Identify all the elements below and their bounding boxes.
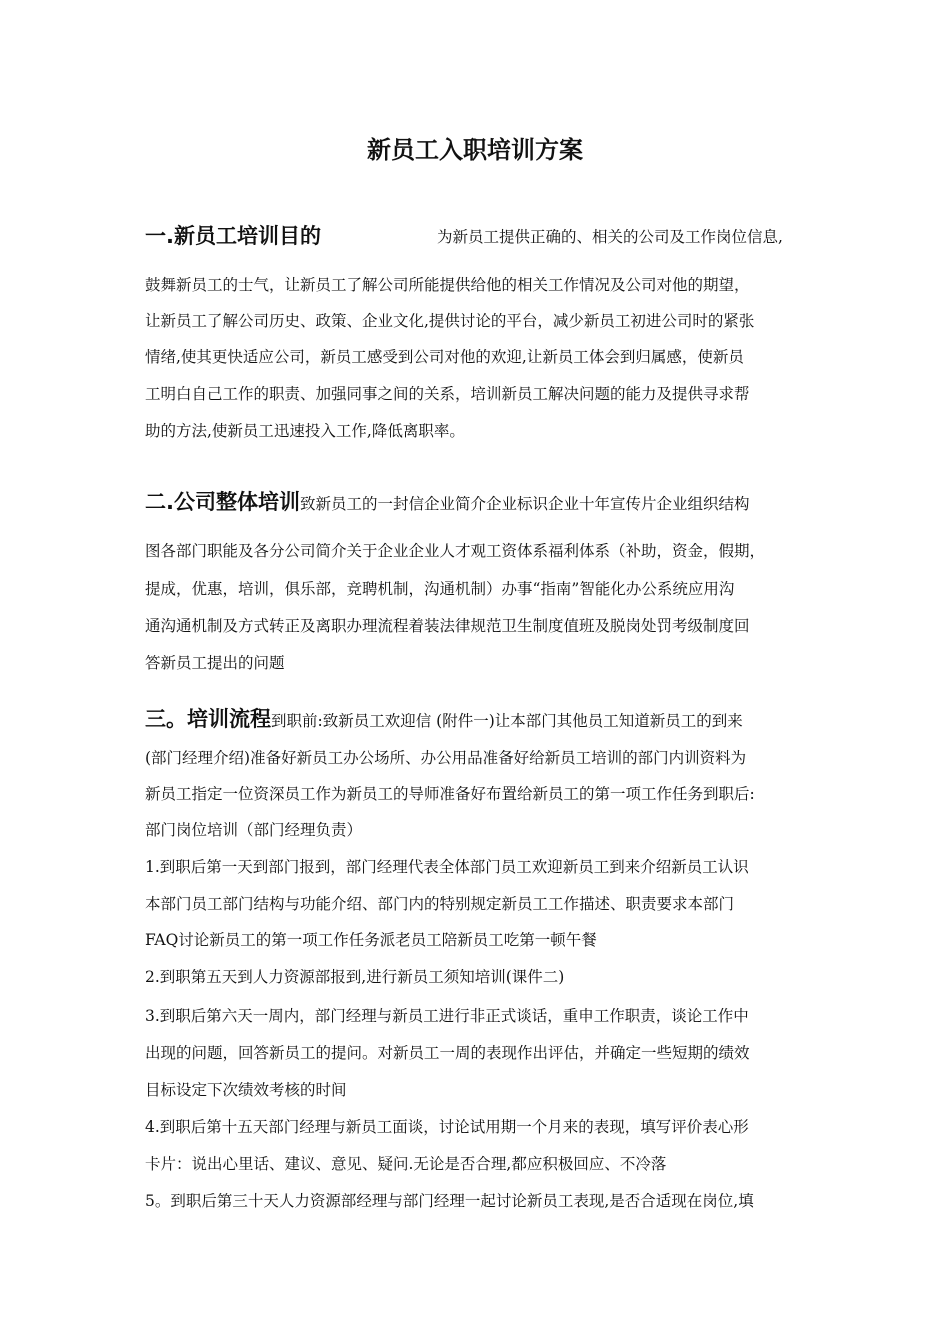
section-3-line-6: 本部门员工部门结构与功能介绍、部门内的特别规定新员工工作描述、职责要求本部门 [145, 895, 735, 913]
section-3-line-14: 5。到职后第三十天人力资源部经理与部门经理一起讨论新员工表现,是否合适现在岗位,填 [145, 1192, 754, 1210]
section-1-line-3: 让新员工了解公司历史、政策、企业文化,提供讨论的平台，减少新员工初进公司时的紧张 [145, 312, 755, 330]
section-3-line-8: 2.到职第五天到人力资源部报到,进行新员工须知培训(课件二) [145, 968, 565, 986]
section-1-line-2: 鼓舞新员工的士气，让新员工了解公司所能提供给他的相关工作情况及公司对他的期望， [145, 276, 750, 294]
section-1-line-5: 工明白自己工作的职责、加强同事之间的关系，培训新员工解决问题的能力及提供寻求帮 [145, 385, 750, 403]
section-2-first-line [145, 489, 815, 517]
section-2-heading: 二.公司整体培训 [145, 490, 300, 514]
section-3-heading: 三。培训流程 [145, 707, 271, 731]
section-3-line-11: 目标设定下次绩效考核的时间 [145, 1081, 347, 1099]
section-3-line-3: 新员工指定一位资深员工作为新员工的导师准备好布置给新员工的第一项工作任务到职后: [145, 785, 755, 803]
section-1-first-line [145, 223, 815, 249]
section-2-line-2: 图各部门职能及各分公司简介关于企业企业人才观工资体系福利体系（补助，资金，假期， [145, 542, 766, 560]
section-3-line-7: FAQ讨论新员工的第一项工作任务派老员工陪新员工吃第一顿午餐 [145, 931, 597, 949]
section-3-line-12: 4.到职后第十五天部门经理与新员工面谈，讨论试用期一个月来的表现，填写评价表心形 [145, 1118, 749, 1136]
section-1-line-6: 助的方法,使新员工迅速投入工作,降低离职率。 [145, 422, 465, 440]
section-3-line-10: 出现的问题，回答新员工的提问。对新员工一周的表现作出评估，并确定一些短期的绩效 [145, 1044, 750, 1062]
section-2-line-1: 致新员工的一封信企业简介企业标识企业十年宣传片企业组织结构 [299, 495, 750, 513]
section-3-line-1: 到职前:致新员工欢迎信 (附件一)让本部门其他员工知道新员工的到来 [271, 712, 743, 730]
section-3-line-5: 1.到职后第一天到部门报到，部门经理代表全体部门员工欢迎新员工到来介绍新员工认识 [145, 858, 749, 876]
section-3-line-13: 卡片：说出心里话、建议、意见、疑问.无论是否合理,都应积极回应、不冷落 [145, 1155, 667, 1173]
section-1-heading: 一.新员工培训目的 [145, 224, 321, 248]
section-3-line-4: 部门岗位培训（部门经理负责） [145, 821, 363, 839]
section-2-line-4: 通沟通机制及方式转正及离职办理流程着装法律规范卫生制度值班及脱岗处罚考级制度回 [145, 617, 750, 635]
section-1-line-4: 情绪,使其更快适应公司，新员工感受到公司对他的欢迎,让新员工体会到归属感，使新员 [145, 348, 744, 366]
section-1-line-1: 为新员工提供正确的、相关的公司及工作岗位信息, [437, 228, 783, 246]
section-3-line-9: 3.到职后第六天一周内，部门经理与新员工进行非正式谈话，重申工作职责，谈论工作中 [145, 1007, 749, 1025]
document-title: 新员工入职培训方案 [367, 136, 583, 164]
section-2-line-3: 提成，优惠，培训，俱乐部，竞聘机制，沟通机制）办事“指南”智能化办公系统应用沟 [145, 580, 735, 598]
section-3-line-2: (部门经理介绍)准备好新员工办公场所、办公用品准备好给新员工培训的部门内训资料为 [145, 749, 747, 767]
section-2-line-5: 答新员工提出的问题 [145, 654, 285, 672]
section-3-first-line [145, 706, 815, 734]
